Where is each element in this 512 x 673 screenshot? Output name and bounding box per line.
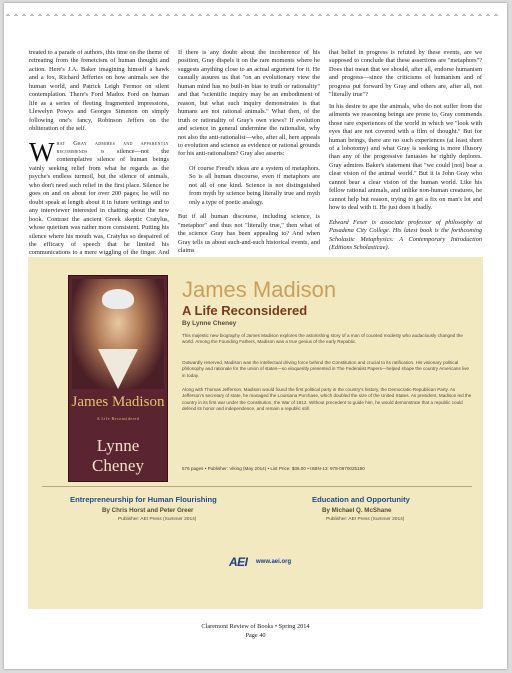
book3-publisher: Publisher: AEI Press (Summer 2014): [326, 517, 405, 522]
border-ornament: [316, 14, 324, 16]
book2-publisher: Publisher: AEI Press (Summer 2014): [118, 517, 197, 522]
paragraph: that belief in progress is refuted by these events, are we supposed to conclude that these assertions are "metaphors"? Does that mean that we should, after all, endorse humanism and progress—since the criticisms of humanism and of progress put forward by Gray and others are, after all, not "literally true"?: [329, 49, 482, 99]
border-ornament: [412, 14, 420, 16]
border-ornament: [300, 14, 308, 16]
border-ornament: [356, 14, 364, 16]
border-ornament: [244, 14, 252, 16]
ad-blurb-2: Outwardly reserved, Madison was the intellectual driving force behind the Constitution and crucial to its ratification. His visionary political philosophy and rationale for the union of states—so eloquently presented in The Federalist Papers—helped shape the country Americans live in today.: [182, 360, 469, 378]
border-ornament: [36, 14, 44, 16]
border-ornament: [204, 14, 212, 16]
divider: [42, 486, 472, 487]
border-ornament: [260, 14, 268, 16]
book3-author: By Michael Q. McShane: [322, 507, 392, 514]
book-meta: 576 pages • Publisher: Viking (May 2014) • List Price: $36.00 • ISBN-13: 978-0670025190: [182, 466, 365, 471]
ad-byline: By Lynne Cheney: [182, 320, 237, 327]
ad-blurb-3: Along with Thomas Jefferson, Madison would found the first political party in the country's history, the Democratic-Republican Party. As Jefferson's secretary of state, he managed the Louisiana Purchase, which doubled the size of the United States. As president, Madison led the country in its first war under the Constitution, the War of 1812. Without precedent to guide him, he would demonstrate that a republic could defend its honor and independence, and remain a republic still.: [182, 387, 472, 411]
paragraph: But if all human discourse, including science, is "metaphor" and thus not "literally true," then what of the science Gray has been appealing to? And when Gray tells us about such-and-such historical events, and claims: [178, 213, 320, 254]
lead-in: hat Gray admires and apparently recommends is: [56, 139, 169, 155]
portrait-image: [72, 279, 164, 389]
book2-author: By Chris Horst and Peter Greer: [102, 507, 194, 514]
border-ornament: [236, 14, 244, 16]
aei-logo: AEI: [229, 555, 248, 569]
border-ornament: [68, 14, 76, 16]
border-ornament: [284, 14, 292, 16]
border-ornament: [420, 14, 428, 16]
border-ornament: [388, 14, 396, 16]
ad-blurb-1: This majestic new biography of James Madison explores the astonishing story of a man of counted modesty who audaciously changed the world. Among the Founding Fathers, Madison was a true genius of the early Republic.: [182, 333, 463, 345]
text-column-2: [178, 49, 320, 258]
border-ornament: [164, 14, 172, 16]
border-ornament: [348, 14, 356, 16]
border-ornament: [460, 14, 468, 16]
border-ornament: [212, 14, 220, 16]
footer-publication: Claremont Review of Books • Spring 2014: [201, 623, 310, 630]
book-cover: [68, 275, 168, 482]
border-ornament: [364, 14, 372, 16]
aei-url: www.aei.org: [256, 559, 292, 565]
border-ornament: [492, 14, 500, 16]
magazine-page: [4, 3, 507, 669]
border-ornament: [428, 14, 436, 16]
border-ornament: [396, 14, 404, 16]
book-cover-subtitle: A Life Reconsidered: [96, 416, 140, 421]
border-ornament: [268, 14, 276, 16]
paragraph: In his desire to ape the animals, who do not suffer from the ailments we reasoning beings are prone to, Gray commends those rare experiences of the world in which we "look with eyes that are not covered with a film of thought." But for human beings, there are no such experiences (at least short of a lobotomy) and what Gray is seeking is more illusory than any of the progressive fantasies he rightly deplores. Gray admires Baker's statement that "we could [not] bear a clear vision of the animal world." But it is John Gray who cannot bear a clear vision of the human world. Like his fellow rational animals, and unlike non-human creatures, he cannot help but reason, trying to get a fix on man's lot and how to deal with it. He just does it badly.: [329, 102, 482, 212]
border-ornament: [468, 14, 476, 16]
text-column-3: [329, 49, 482, 255]
border-ornament: [4, 14, 12, 16]
border-ornament: [52, 14, 60, 16]
book2-title: Entrepreneurship for Human Flourishing: [70, 495, 217, 504]
paragraph: If there is any doubt about the incoherence of his position, Gray dispels it on the rare moments where he suggests anything close to an actual argument for it. He casually assures us that "on an evolutionary view the human mind has no built-in bias to truth or rationality" and that "scientific inquiry may be an embodiment of reason, but what such inquiry demonstrates is that humans are not rational animals." What then, of the truth or rationality of Gray's own views? If evolution and science in general undermine the rationalist, why not also the anti-rationalist—who, after all, here appeals to evolution and science as evidence or rational grounds for his anti-rationalism? Gray also asserts:: [178, 49, 320, 158]
border-ornament: [292, 14, 300, 16]
border-ornament: [180, 14, 188, 16]
border-ornament: [484, 14, 492, 16]
ad-subtitle: A Life Reconsidered: [182, 303, 308, 318]
ad-title: James Madison: [182, 277, 337, 302]
border-ornament: [28, 14, 36, 16]
border-ornament: [308, 14, 316, 16]
book3-title: Education and Opportunity: [312, 495, 410, 504]
border-ornament: [196, 14, 204, 16]
border-ornament: [228, 14, 236, 16]
border-ornament: [188, 14, 196, 16]
border-ornament: [92, 14, 100, 16]
border-ornament: [76, 14, 84, 16]
border-ornament: [172, 14, 180, 16]
border-ornament: [404, 14, 412, 16]
border-ornament: [116, 14, 124, 16]
book-cover-author: Lynne Cheney: [92, 436, 144, 475]
text-column-1: [29, 49, 169, 269]
border-ornament: [332, 14, 340, 16]
border-ornament: [20, 14, 28, 16]
border-ornament: [324, 14, 332, 16]
border-ornament: [380, 14, 388, 16]
border-ornament: [100, 14, 108, 16]
portrait-hair: [102, 289, 134, 309]
border-ornament: [340, 14, 348, 16]
border-ornament: [276, 14, 284, 16]
border-ornament: [44, 14, 52, 16]
paragraph: treated to a parade of authors, this time on the theme of retreating from the frenetcism of human thought and action. Here's J.A. Baker imagining himself a hawk and a fox, Richard Jefferies on how animals see the human world, and Patrick Leigh Fermor on silent contemplation. There's Ford Madox Ford on human life as a series of fleeting fragmented impressions, Llewelyn Powys and Georges Simenon on simply following one's fancy, Robinson Jeffers on the obliteration of the self.: [29, 49, 169, 133]
border-ornament: [476, 14, 484, 16]
border-ornament: [124, 14, 132, 16]
border-ornament: [132, 14, 140, 16]
portrait-collar: [98, 349, 138, 389]
border-ornament: [140, 14, 148, 16]
border-ornament: [12, 14, 20, 16]
border-ornament: [252, 14, 260, 16]
border-ornament: [452, 14, 460, 16]
block-quote: Of course Freud's ideas are a system of metaphors. So is all human discourse, even if metaphors are not all of one kind. Science is not distinguished from myth by science being literally true and myth only a type of poetic analogy.: [189, 164, 320, 206]
border-ornament: [148, 14, 156, 16]
border-ornament: [372, 14, 380, 16]
border-ornament: [220, 14, 228, 16]
border-ornament: [108, 14, 116, 16]
drop-cap: W: [29, 136, 55, 167]
paragraph-dropcap: [29, 136, 169, 267]
border-ornament: [84, 14, 92, 16]
border-ornament: [444, 14, 452, 16]
border-ornament: [60, 14, 68, 16]
border-ornament: [436, 14, 444, 16]
advertisement: [28, 257, 483, 609]
paragraph-rest: silence—not the contemplative silence of human beings vainly seeking relief from what he regards as the psyche's endless turmoil, but the silence of animals, who don't need such relief in the first place. Silence he goes on and on about for over 200 pages; he will no doubt speak at length about it in future writings and to any interviewer interested in chatting about the new book. Contrast the ancient Greek skeptic Cratylus, whose quietism was rather more consistent. Putting his silence where his mouth was, Cratylus so despaired of the efficacy of speech that he limited his communications to a mere wiggling of the finger. And: [29, 147, 169, 257]
author-bio: Edward Feser is associate professor of philosophy at Pasadena City College. His latest book is the forthcoming Scholastic Metaphysics: A Contemporary Introduction (Editions Scholasticae).: [329, 218, 482, 251]
footer-page-number: Page 40: [245, 632, 266, 639]
book-cover-title: James Madison: [71, 394, 165, 410]
decorative-border: [4, 8, 507, 16]
border-ornament: [156, 14, 164, 16]
